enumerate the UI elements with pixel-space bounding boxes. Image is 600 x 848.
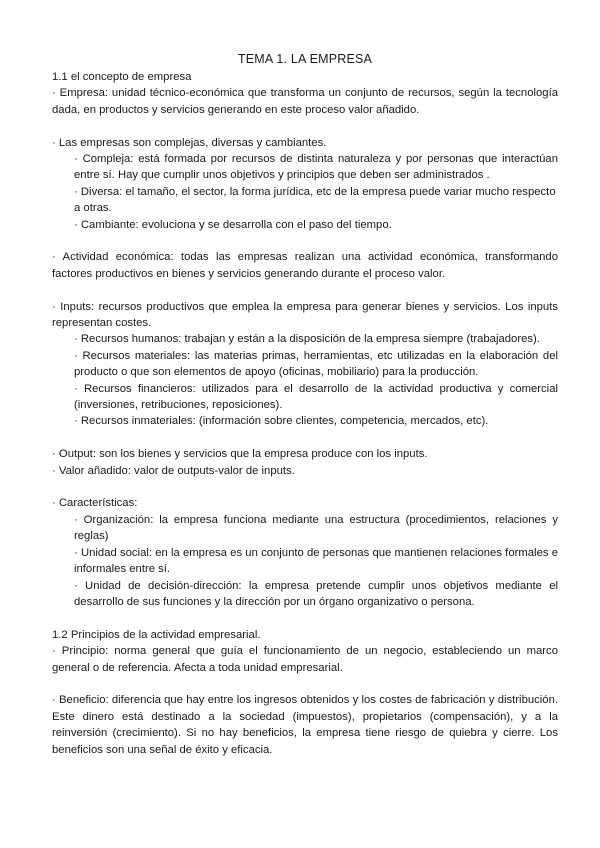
list-recursos [52,331,558,429]
paragraph-complejas: · Las empresas son complejas, diversas y cambiantes. [52,136,327,149]
page-title: TEMA 1. LA EMPRESA [237,52,373,66]
spacer [52,282,558,298]
paragraph-inputs: · Inputs: recursos productivos que emplea la empresa para generar bienes y servicios. Los inputs representan costes. [52,300,558,330]
paragraph-beneficio: · Beneficio: diferencia que hay entre los ingresos obtenidos y los costes de fabricación y distribución. Este dinero está destinado a la sociedad (impuestos), propietarios (compensación), y a la reinversión (crecimiento). Si no hay beneficios, la empresa tiene riesgo de quiebra y cierre. Los beneficios son una señal de éxito y eficacia. [52,694,558,756]
spacer [52,430,558,446]
spacer [52,233,558,249]
list-item-compleja: · Compleja: está formada por recursos de distinta naturaleza y por personas que interactúan entre sí. Hay que cumplir unos objetivos y principios que deben ser administrados . [74,153,558,182]
spacer [52,676,558,692]
document-page [52,50,558,758]
list-caracteristicas-empresa [52,151,558,233]
paragraph-actividad-economica: · Actividad económica: todas las empresas realizan una actividad económica, transformando factores productivos en bienes y servicios generando durante el proceso valor. [52,251,558,280]
section-heading-1-2: 1.2 Principios de la actividad empresarial. [52,628,261,641]
spacer [52,610,558,626]
paragraph-valor-anadido: · Valor añadido: valor de outputs-valor de inputs. [52,464,295,477]
paragraph-empresa: · Empresa: unidad técnico-económica que transforma un conjunto de recursos, según la tecnología dada, en productos y servicios generando en este proceso valor añadido. [52,87,558,116]
section-heading-1-1: 1.1 el concepto de empresa [52,71,192,83]
spacer [52,479,558,495]
list-item-recursos-inmateriales: · Recursos inmateriales: (información sobre clientes, competencia, mercados, etc). [74,415,489,428]
list-item-organizacion: · Organización: la empresa funciona mediante una estructura (procedimientos, relaciones y reglas) [74,513,558,543]
paragraph-caracteristicas: · Características: [52,497,138,510]
list-item-unidad-decision: · Unidad de decisión-dirección: la empresa pretende cumplir unos objetivos mediante el desarrollo de sus funciones y la dirección por un órgano organizativo o persona. [74,579,558,608]
spacer [52,118,558,134]
paragraph-output: · Output: son los bienes y servicios que la empresa produce con los inputs. [52,448,428,461]
list-item-recursos-humanos: · Recursos humanos: trabajan y están a la disposición de la empresa siempre (trabajadores). [74,333,540,346]
list-item-unidad-social: · Unidad social: en la empresa es un conjunto de personas que mantienen relaciones formales e informales entre sí. [74,546,558,576]
paragraph-principio: · Principio: norma general que guía el funcionamiento de un negocio, estableciendo un marco general o de referencia. Afecta a toda unidad empresarial. [52,645,558,674]
list-caracteristicas [52,512,558,610]
list-item-recursos-materiales: · Recursos materiales: las materias primas, herramientas, etc utilizadas en la elaboración del producto o que son elementos de apoyo (oficinas, mobiliario) para la producción. [74,349,558,379]
list-item-cambiante: · Cambiante: evoluciona y se desarrolla con el paso del tiempo. [74,218,392,231]
list-item-recursos-financieros: · Recursos financieros: utilizados para el desarrollo de la actividad productiva y comercial (inversiones, retribuciones, reposiciones). [74,382,558,412]
list-item-diversa: · Diversa: el tamaño, el sector, la forma jurídica, etc de la empresa puede variar mucho respecto a otras. [74,185,556,215]
